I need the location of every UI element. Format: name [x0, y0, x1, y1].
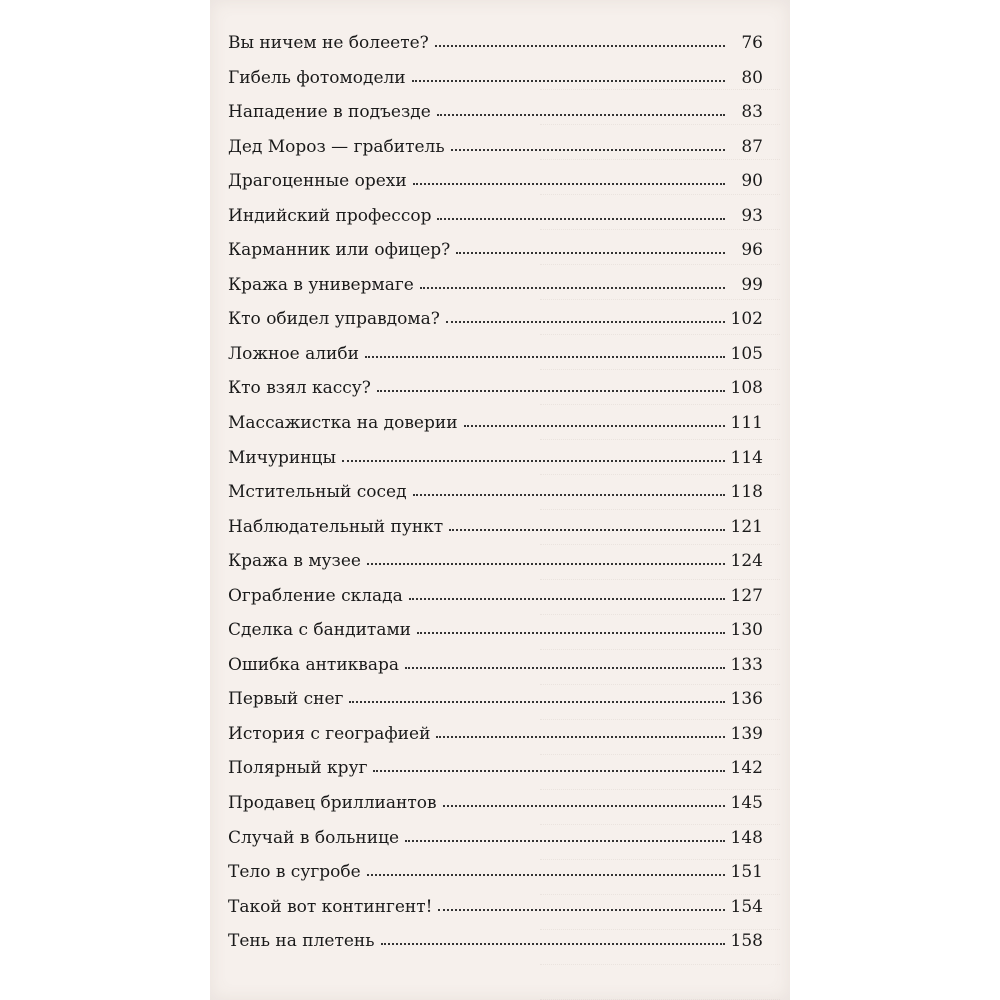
toc-entry-title: Продавец бриллиантов	[228, 793, 437, 814]
toc-entry	[228, 171, 763, 206]
toc-entry-page-number: 127	[730, 585, 763, 606]
toc-entry-page-number: 108	[730, 378, 763, 399]
toc-entry	[228, 862, 763, 897]
toc-entry-page-number: 148	[730, 827, 763, 848]
toc-entry	[228, 68, 763, 103]
toc-entry-title: Мичуринцы	[228, 447, 336, 468]
toc-entry-title: Дед Мороз — грабитель	[228, 136, 445, 157]
toc-entry-page-number: 96	[741, 240, 763, 261]
toc-entry-page-number: 133	[730, 654, 763, 675]
toc-entry	[228, 275, 763, 310]
toc-entry-title: Кто обидел управдома?	[228, 309, 440, 330]
toc-entry-page-number: 111	[730, 413, 763, 434]
toc-entry-page-number: 118	[730, 482, 763, 503]
toc-entry-page-number: 158	[730, 931, 763, 952]
dot-leader	[349, 701, 724, 703]
toc-entry-page-number: 154	[730, 896, 763, 917]
dot-leader	[342, 460, 725, 462]
toc-entry-page-number: 87	[741, 136, 763, 157]
toc-entry-page-number: 93	[741, 205, 763, 226]
toc-entry-title: Первый снег	[228, 689, 344, 710]
toc-entry-page-number: 105	[730, 343, 763, 364]
toc-entry-page-number: 145	[730, 793, 763, 814]
toc-entry	[228, 206, 763, 241]
toc-entry	[228, 413, 763, 448]
book-page	[210, 0, 790, 1000]
dot-leader	[464, 425, 725, 427]
toc-entry-page-number: 114	[730, 447, 763, 468]
toc-entry-title: Наблюдательный пункт	[228, 516, 444, 537]
toc-entry-title: Вы ничем не болеете?	[228, 33, 429, 53]
toc-entry	[228, 482, 763, 517]
toc-entry-title: Полярный круг	[228, 758, 368, 779]
dot-leader	[449, 529, 724, 531]
toc-entry	[228, 586, 763, 621]
toc-entry	[228, 378, 763, 413]
dot-leader	[435, 45, 725, 47]
toc-entry	[228, 758, 763, 793]
dot-leader	[446, 321, 725, 323]
toc-entry-title: Случай в больнице	[228, 827, 400, 848]
toc-entry	[228, 33, 763, 68]
toc-entry-page-number: 139	[730, 723, 763, 744]
toc-entry	[228, 620, 763, 655]
toc-entry-page-number: 99	[741, 274, 763, 295]
toc-entry	[228, 102, 763, 137]
toc-entry-title: Такой вот контингент!	[228, 896, 433, 917]
dot-leader	[438, 909, 724, 911]
toc-entry	[228, 309, 763, 344]
toc-entry-page-number: 80	[741, 67, 763, 88]
dot-leader	[420, 287, 725, 289]
dot-leader	[413, 183, 725, 185]
dot-leader	[405, 840, 724, 842]
toc-entry-page-number: 124	[730, 551, 763, 572]
toc-entry-title: Кража в универмаге	[228, 274, 414, 295]
toc-entry-title: Массажистка на доверии	[228, 413, 458, 434]
toc-entry-title: Карманник или офицер?	[228, 240, 451, 261]
dot-leader	[377, 390, 725, 392]
dot-leader	[381, 943, 725, 945]
toc-entry-title: Нападение в подъезде	[228, 102, 431, 123]
dot-leader	[373, 770, 724, 772]
toc-entry-title: Кража в музее	[228, 551, 361, 572]
dot-leader	[367, 874, 725, 876]
toc-entry-title: Индийский профессор	[228, 205, 432, 226]
dot-leader	[367, 563, 725, 565]
toc-entry-title: История с географией	[228, 723, 431, 744]
toc-entry-title: Драгоценные орехи	[228, 171, 407, 192]
toc-entry-title: Тень на плетень	[228, 931, 375, 952]
toc-entry	[228, 551, 763, 586]
dot-leader	[409, 598, 725, 600]
dot-leader	[417, 632, 725, 634]
toc-entry-page-number: 90	[741, 171, 763, 192]
toc-entry-page-number: 121	[730, 516, 763, 537]
toc-entry-title: Тело в сугробе	[228, 862, 361, 883]
dot-leader	[412, 80, 725, 82]
dot-leader	[451, 149, 725, 151]
dot-leader	[413, 494, 725, 496]
dot-leader	[437, 114, 725, 116]
toc-entry-title: Ошибка антиквара	[228, 654, 400, 675]
toc-entry-page-number: 142	[730, 758, 763, 779]
toc-entry	[228, 240, 763, 275]
dot-leader	[456, 252, 725, 254]
toc-entry-page-number: 76	[741, 33, 763, 53]
toc-entry	[228, 655, 763, 690]
toc-entry-page-number: 136	[730, 689, 763, 710]
toc-entry	[228, 517, 763, 552]
toc-entry-title: Кто взял кассу?	[228, 378, 371, 399]
toc-entry	[228, 793, 763, 828]
toc-entry	[228, 931, 763, 966]
dot-leader	[437, 218, 725, 220]
table-of-contents	[228, 33, 763, 966]
toc-entry-page-number: 151	[730, 862, 763, 883]
dot-leader	[443, 805, 725, 807]
toc-entry-page-number: 130	[730, 620, 763, 641]
toc-entry-page-number: 102	[730, 309, 763, 330]
toc-entry-title: Сделка с бандитами	[228, 620, 412, 641]
toc-entry	[228, 344, 763, 379]
dot-leader	[405, 667, 725, 669]
toc-entry-title: Ложное алиби	[228, 343, 359, 364]
toc-entry-title: Ограбление склада	[228, 585, 403, 606]
dot-leader	[365, 356, 725, 358]
toc-entry-title: Мстительный сосед	[228, 482, 407, 503]
toc-entry	[228, 448, 763, 483]
toc-entry	[228, 689, 763, 724]
toc-entry	[228, 724, 763, 759]
dot-leader	[436, 736, 724, 738]
toc-entry	[228, 137, 763, 172]
toc-entry	[228, 828, 763, 863]
toc-entry-page-number: 83	[741, 102, 763, 123]
toc-entry-title: Гибель фотомодели	[228, 67, 406, 88]
toc-entry	[228, 897, 763, 932]
